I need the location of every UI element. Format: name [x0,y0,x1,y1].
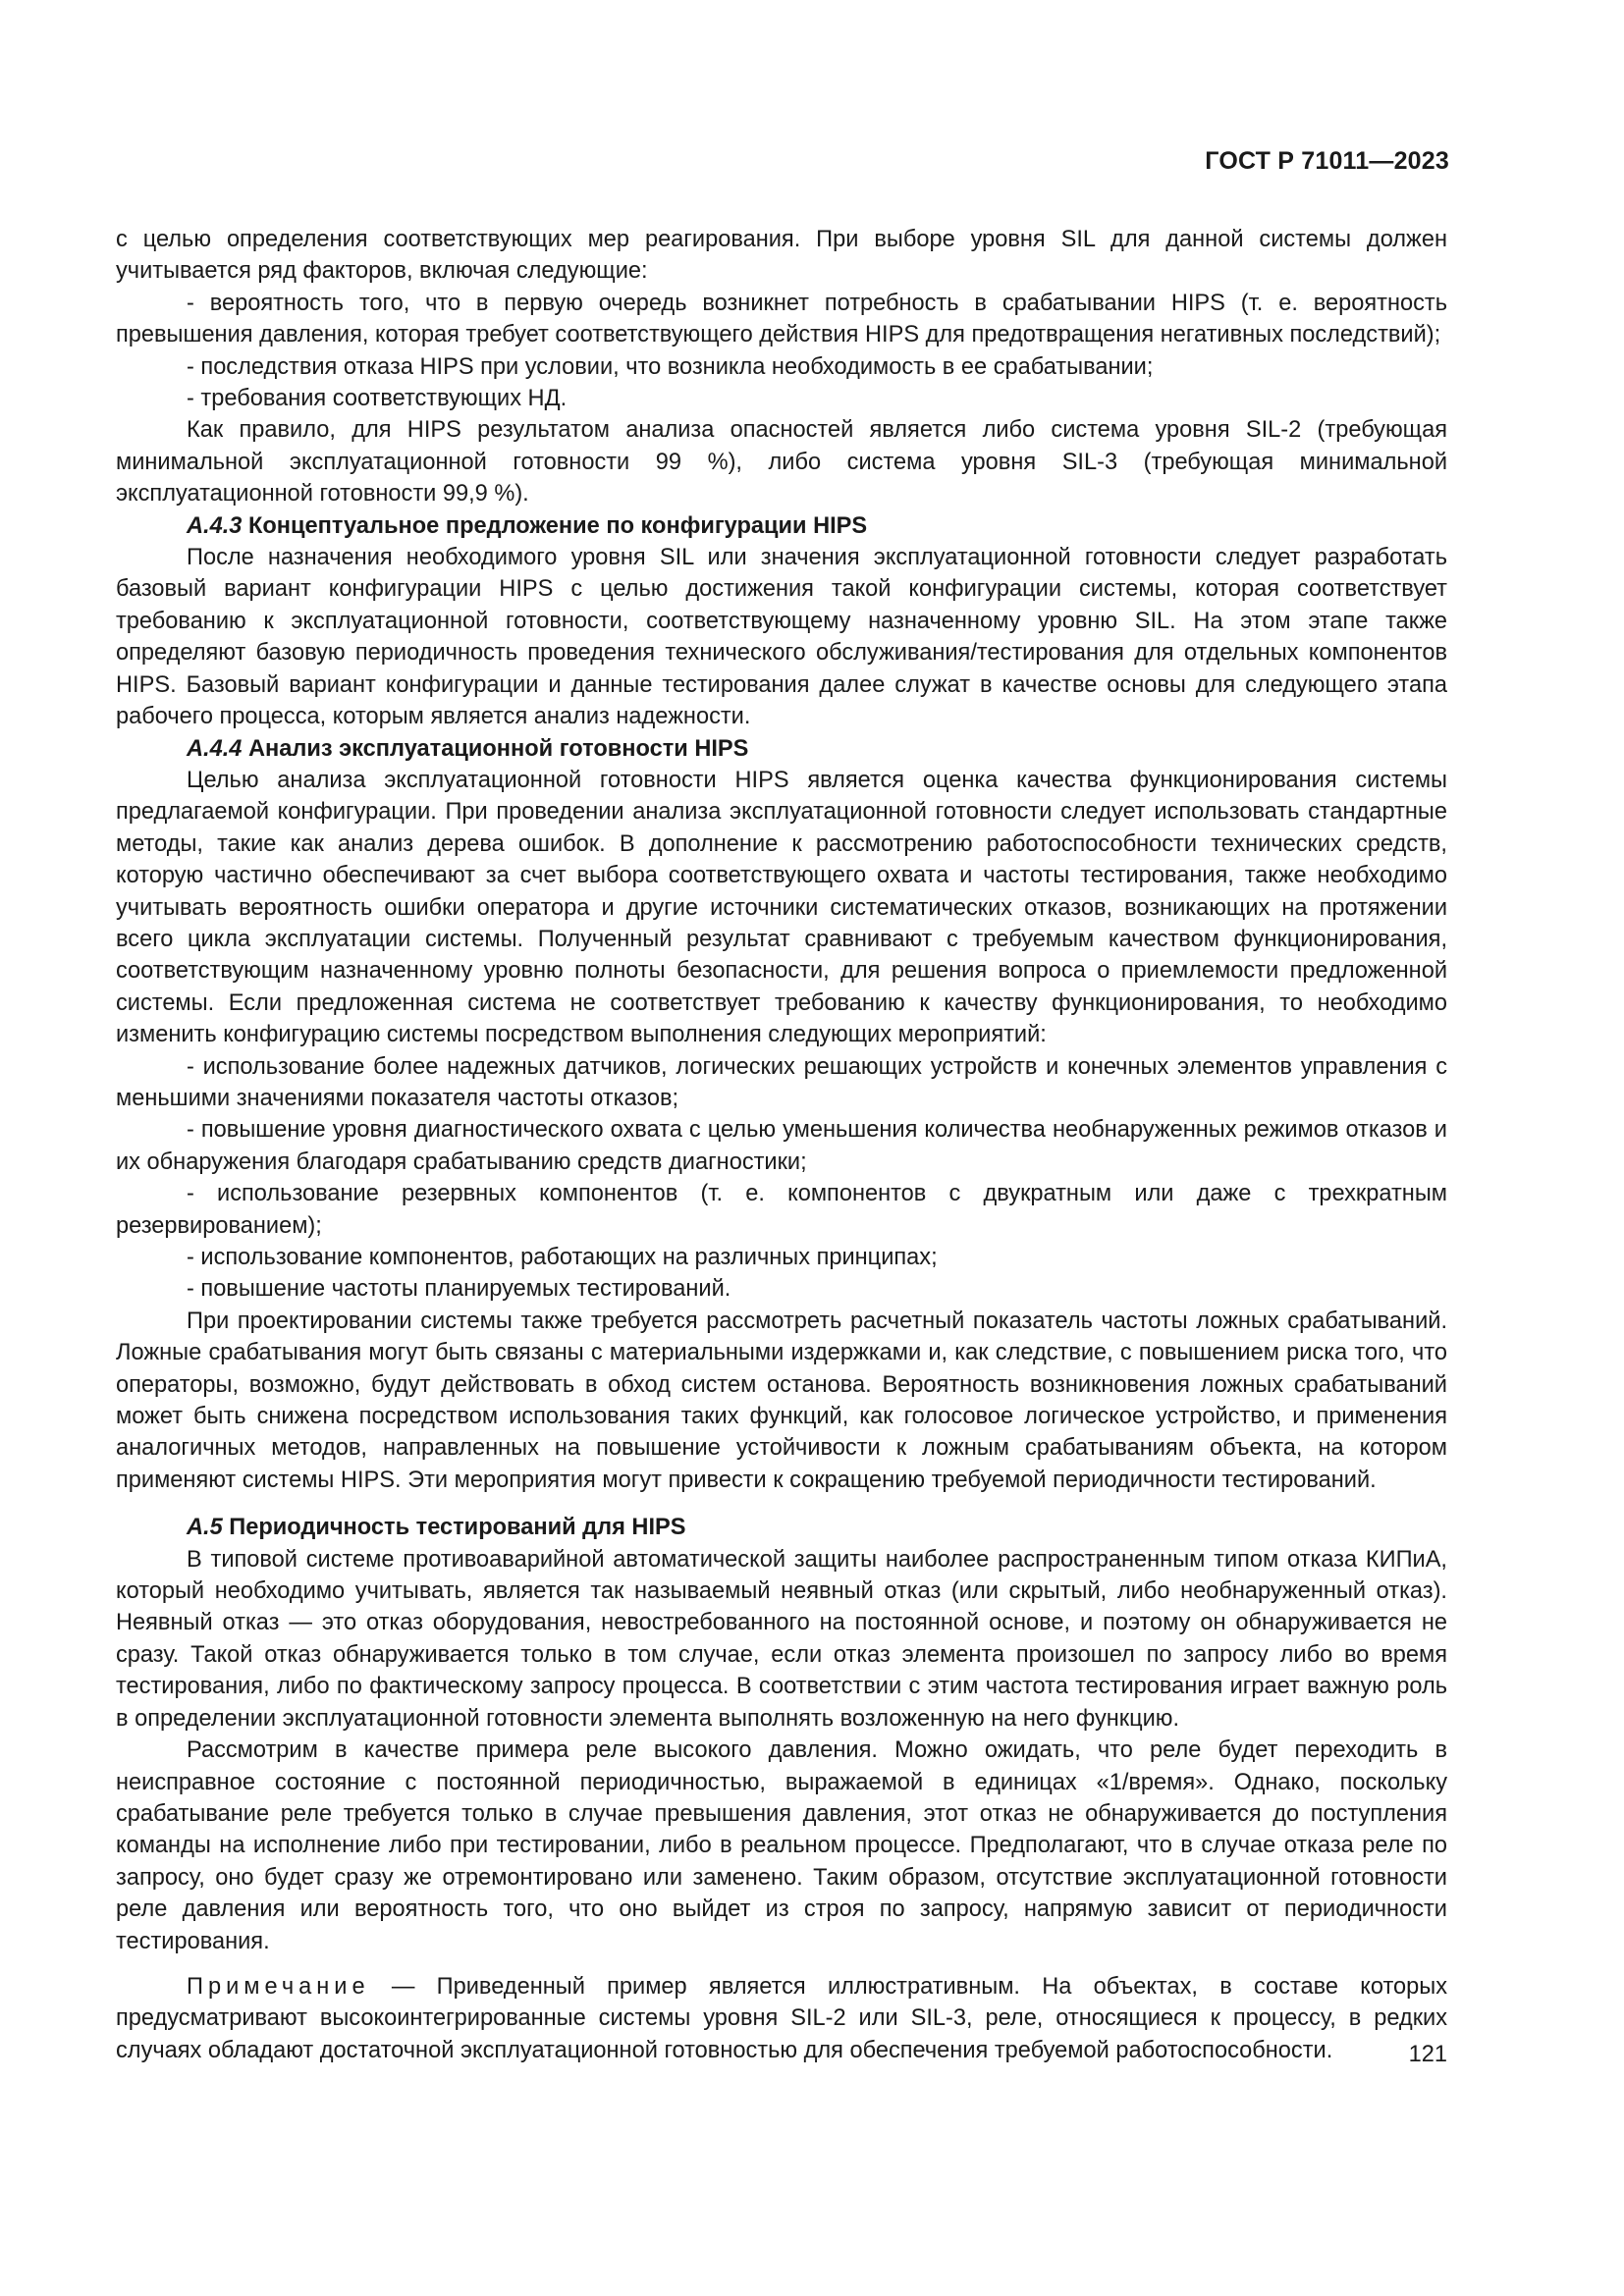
list-item: - требования соответствующих НД. [187,386,568,412]
paragraph: с целью определения соответствующих мер реагирования. При выборе уровня SIL для данной системы должен учитывается ряд факторов, включая следующие: [116,227,1447,285]
note [116,1971,1447,2066]
section-title: Анализ эксплуатационной готовности HIPS [247,735,749,762]
list-item: - повышение уровня диагностического охвата с целью уменьшения количества необнаруженных режимов отказов и их обнаружения благодаря срабатыванию средств диагностики; [116,1117,1447,1175]
section-heading-a444 [116,733,1447,765]
note-label: Примечание [187,1973,370,2000]
section-heading-a5 [116,1512,1447,1543]
document-header: ГОСТ Р 71011—2023 [1205,147,1449,175]
list-item: - использование компонентов, работающих на различных принципах; [187,1245,938,1270]
paragraph: Как правило, для HIPS результатом анализа опасностей является либо система уровня SIL-2 (требующая минимальной эксплуатационной готовности 99 %), либо система уровня SIL-3 (требующая минимальной эксплуатационной готовности 99,9 %). [116,417,1447,507]
section-heading-a443 [116,510,1447,542]
paragraph: Рассмотрим в качестве примера реле высокого давления. Можно ожидать, что реле будет переходить в неисправное состояние с постоянной периодичностью, выражаемой в единицах «1/время». Однако, поскольку срабатывание реле требуется только в случае превышения давления, этот отказ не обнаруживается до поступления команды на исполнение либо при тестировании, либо в реальном процессе. Предполагают, что в случае отказа реле по запросу, оно будет сразу же отремонтировано или заменено. Таким образом, отсутствие эксплуатационной готовности реле давления или вероятность того, что оно выйдет из строя по запросу, напрямую зависит от периодичности тестирования. [116,1737,1447,1954]
list-item: - последствия отказа HIPS при условии, что возникла необходимость в ее срабатывании; [187,353,1154,380]
section-number: А.4.3 [187,512,243,539]
list-item: - вероятность того, что в первую очередь возникнет потребность в срабатывании HIPS (т. е. вероятность превышения давления, которая требует соответствующего действия HIPS для предотвращения негативных последствий); [116,290,1447,348]
section-title: Концептуальное предложение по конфигурации HIPS [247,512,868,539]
section-number: А.5 [187,1515,223,1541]
section-number: А.4.4 [187,735,243,762]
section-title: Периодичность тестирований для HIPS [229,1515,686,1541]
note-text: — Приведенный пример является иллюстративным. На объектах, в составе которых предусматривают высокоинтегрированные системы уровня SIL-2 или SIL-3, реле, относящиеся к процессу, в редких случаях обладают достаточной эксплуатационной готовностью для обеспечения требуемой работоспособности. [116,1973,1447,2063]
list-item: - повышение частоты планируемых тестирований. [187,1276,731,1303]
page-number: 121 [1408,2042,1447,2067]
list-item: - использование более надежных датчиков, логических решающих устройств и конечных элементов управления с меньшими значениями показателя частоты отказов; [116,1053,1447,1111]
paragraph: В типовой системе противоаварийной автоматической защиты наиболее распространенным типом отказа КИПиА, который необходимо учитывать, является так называемый неявный отказ (или скрытый, либо необнаруженный отказ). Неявный отказ — это отказ оборудования, невостребованного на постоянной основе, и поэтому он обнаруживается не сразу. Такой отказ обнаруживается только в том случае, если отказ элемента произошел по запросу либо во время тестирования, либо по фактическому запросу процесса. В соответствии с этим частота тестирования играет важную роль в определении эксплуатационной готовности элемента выполнять возложенную на него функцию. [116,1546,1447,1732]
list-item: - использование резервных компонентов (т. е. компонентов с двукратным или даже с трехкратным резервированием); [116,1181,1447,1239]
paragraph: После назначения необходимого уровня SIL или значения эксплуатационной готовности следует разработать базовый вариант конфигурации HIPS с целью достижения такой конфигурации системы, которая соответствует требованию к эксплуатационной готовности, соответствующему назначенному уровню SIL. На этом этапе также определяют базовую периодичность проведения технического обслуживания/тестирования для отдельных компонентов HIPS. Базовый вариант конфигурации и данные тестирования далее служат в качестве основы для следующего этапа рабочего процесса, которым является анализ надежности. [116,545,1447,730]
document-body [116,224,1447,2066]
paragraph: При проектировании системы также требуется рассмотреть расчетный показатель частоты ложных срабатываний. Ложные срабатывания могут быть связаны с материальными издержками и, как следствие, с повышением риска того, что операторы, возможно, будут действовать в обход систем останова. Вероятность возникновения ложных срабатываний может быть снижена посредством использования таких функций, как голосовое логическое устройство, и применения аналогичных методов, направленных на повышение устойчивости к ложным срабатываниям объекта, на котором применяют системы HIPS. Эти мероприятия могут привести к сокращению требуемой периодичности тестирований. [116,1308,1447,1493]
paragraph: Целью анализа эксплуатационной готовности HIPS является оценка качества функционирования системы предлагаемой конфигурации. При проведении анализа эксплуатационной готовности следует использовать стандартные методы, такие как анализ дерева ошибок. В дополнение к рассмотрению работоспособности технических средств, которую частично обеспечивают за счет выбора соответствующего охвата и частоты тестирования, также необходимо учитывать вероятность ошибки оператора и другие источники систематических отказов, возникающих на протяжении всего цикла эксплуатации системы. Полученный результат сравнивают с требуемым качеством функционирования, соответствующим назначенному уровню полноты безопасности, для решения вопроса о приемлемости предложенной системы. Если предложенная система не соответствует требованию к качеству функционирования, то необходимо изменить конфигурацию системы посредством выполнения следующих мероприятий: [116,767,1447,1048]
